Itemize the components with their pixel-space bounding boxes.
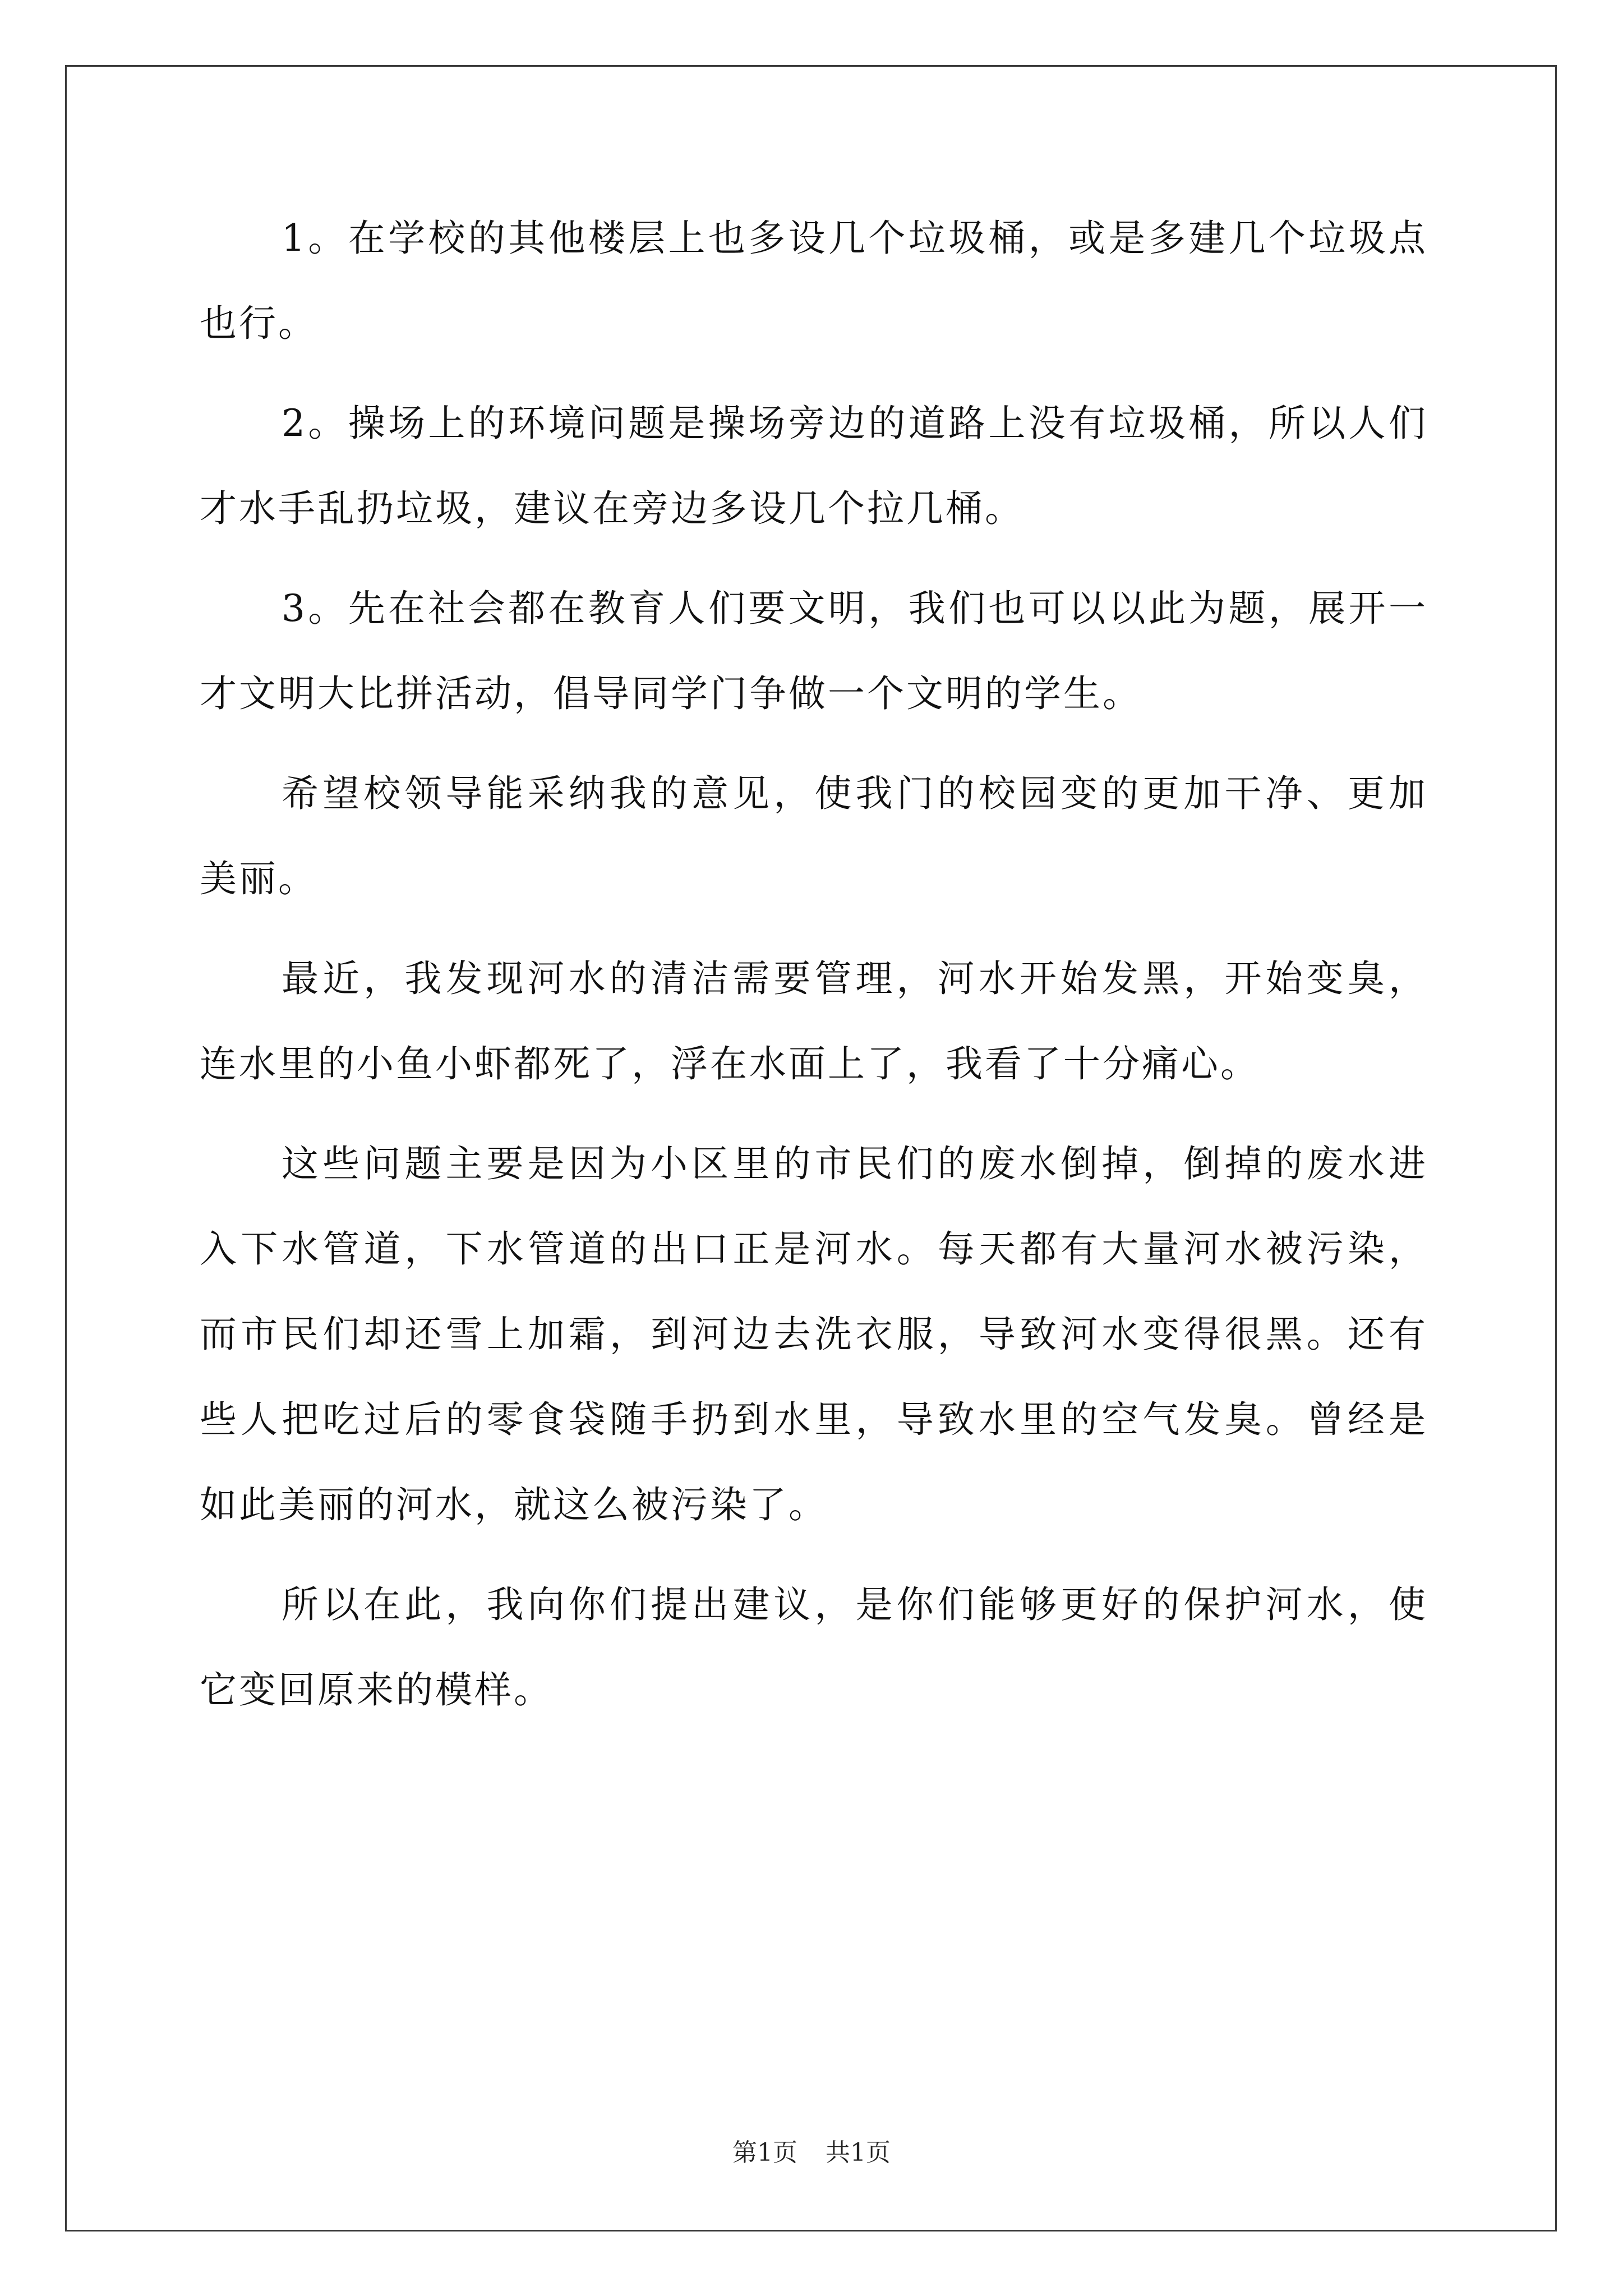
text-line: 3。先在社会都在教育人们要文明，我们也可以以此为题，展开一 — [282, 587, 1428, 630]
text-line: 才文明大比拼活动，倡导同学门争做一个文明的学生。 — [200, 672, 1142, 715]
text-line: 入下水管道，下水管道的出口正是河水。每天都有大量河水被污染， — [200, 1227, 1428, 1271]
text-line: 所以在此，我向你们提出建议，是你们能够更好的保护河水，使 — [282, 1583, 1428, 1626]
page-number-total: 共1页 — [826, 2138, 891, 2167]
text-line: 也行。 — [200, 302, 317, 345]
text-line: 美丽。 — [200, 857, 317, 900]
page-footer — [0, 2137, 1623, 2169]
text-line: 连水里的小鱼小虾都死了，浮在水面上了，我看了十分痛心。 — [200, 1042, 1260, 1085]
text-line: 2。操场上的环境问题是操场旁边的道路上没有垃圾桶，所以人们 — [282, 402, 1428, 445]
text-line: 最近，我发现河水的清洁需要管理，河水开始发黑，开始变臭， — [282, 957, 1428, 1000]
text-line: 而市民们却还雪上加霜，到河边去洗衣服，导致河水变得很黑。还有 — [200, 1313, 1428, 1356]
text-line: 如此美丽的河水，就这么被污染了。 — [200, 1483, 828, 1526]
text-line: 这些问题主要是因为小区里的市民们的废水倒掉，倒掉的废水进 — [282, 1142, 1428, 1185]
text-line: 希望校领导能采纳我的意见，使我门的校园变的更加干净、更加 — [282, 772, 1428, 815]
text-line: 它变回原来的模样。 — [200, 1668, 553, 1711]
text-line: 才水手乱扔垃圾，建议在旁边多设几个拉几桶。 — [200, 487, 1024, 530]
text-line: 1。在学校的其他楼层上也多设几个垃圾桶，或是多建几个垃圾点 — [282, 217, 1428, 260]
page-number-current: 第1页 — [732, 2138, 797, 2167]
text-line: 些人把吃过后的零食袋随手扔到水里，导致水里的空气发臭。曾经是 — [200, 1398, 1428, 1441]
